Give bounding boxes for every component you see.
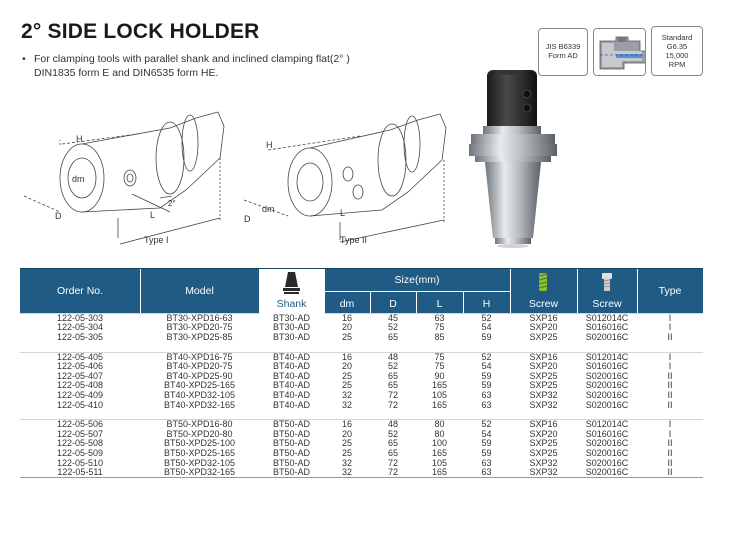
cell-shank: BT40-AD	[272, 400, 310, 410]
cell-d: 52	[387, 429, 398, 439]
cell-type: II	[667, 332, 673, 342]
cell-d: 65	[387, 332, 398, 342]
cell-order-no: 122-05-506	[20, 420, 140, 430]
badge-std-line-2: G6.35	[666, 42, 688, 51]
cell-screw-2: S020016C	[585, 371, 629, 381]
type-2-caption: Type II	[340, 235, 368, 245]
cell-dm: 25	[341, 448, 352, 458]
type-1-drawing	[20, 98, 245, 250]
cell-model: BT50-XPD16-80	[140, 420, 259, 430]
cell-shank: BT50-AD	[272, 458, 310, 468]
header-screw-2: Screw	[592, 298, 622, 310]
cell-screw-1: SXP20	[529, 361, 558, 372]
table-row	[20, 362, 703, 372]
cell-shank: BT40-AD	[272, 371, 310, 381]
table-bottom-rule	[20, 477, 703, 478]
table-row	[20, 371, 703, 381]
cell-model: BT30-XPD20-75	[166, 323, 233, 333]
cell-h: 59	[481, 371, 492, 381]
cell-type: I	[668, 429, 672, 439]
cell-type: I	[668, 361, 672, 372]
dim-label-h: H	[76, 134, 83, 144]
cell-h: 52	[463, 420, 510, 430]
cell-screw-2: S012014C	[577, 314, 637, 324]
group-separator	[20, 342, 703, 352]
dim-label-h: H	[266, 140, 273, 150]
cell-screw-1: SXP25	[529, 439, 558, 449]
header-shank: Shank	[276, 298, 307, 310]
cell-h: 54	[481, 429, 492, 439]
header-order-no: Order No.	[56, 285, 104, 297]
type-1-caption: Type I	[144, 235, 169, 245]
cell-model: BT50-XPD32-105	[163, 458, 236, 468]
cell-model: BT50-XPD32-165	[163, 467, 236, 478]
cell-order-no: 122-05-304	[56, 323, 104, 333]
cell-screw-1: SXP16	[510, 420, 577, 430]
header-dm: dm	[339, 298, 355, 310]
cell-l: 100	[431, 439, 448, 449]
cell-type: II	[667, 381, 673, 391]
type-2-drawing	[240, 98, 465, 250]
cell-h: 59	[481, 332, 492, 342]
cell-screw-1: SXP32	[529, 400, 558, 410]
cell-dm: 25	[341, 439, 352, 449]
cell-screw-1: SXP16	[510, 352, 577, 362]
cell-h: 63	[481, 390, 492, 400]
cell-shank: BT50-AD	[259, 420, 324, 430]
table-row	[20, 458, 703, 468]
dim-label-angle: 2°	[168, 199, 176, 208]
cell-order-no: 122-05-511	[57, 467, 103, 478]
cell-l: 75	[434, 361, 445, 372]
table-row	[20, 333, 703, 343]
table-row	[20, 468, 703, 478]
cell-shank: BT50-AD	[272, 439, 310, 449]
cell-order-no: 122-05-406	[56, 361, 104, 372]
cell-l: 85	[434, 332, 445, 342]
cell-shank: BT50-AD	[272, 448, 310, 458]
table-row	[20, 449, 703, 459]
cell-dm: 32	[341, 458, 352, 468]
cell-screw-2: S020016C	[585, 400, 629, 410]
cell-shank: BT40-AD	[272, 390, 310, 400]
cell-screw-1: SXP32	[529, 390, 558, 400]
cell-model: BT50-XPD25-100	[163, 439, 236, 449]
cell-h: 59	[481, 439, 492, 449]
cell-dm: 20	[341, 361, 352, 372]
group-separator	[20, 410, 703, 420]
cell-l: 80	[416, 420, 463, 430]
cell-model: BT40-XPD32-105	[163, 390, 236, 400]
cell-h: 52	[463, 314, 510, 324]
description	[22, 52, 382, 80]
table-row	[20, 429, 703, 439]
dim-label-d: D	[244, 214, 251, 224]
cell-d: 52	[387, 323, 398, 333]
table-row	[20, 323, 703, 333]
description-line-1: For clamping tools with parallel shank and inclined clamping flat(2° )	[34, 53, 350, 65]
cell-d: 52	[387, 361, 398, 372]
cell-d: 65	[387, 448, 398, 458]
cell-screw-2: S020016C	[585, 332, 629, 342]
cell-model: BT40-XPD25-165	[163, 381, 236, 391]
cell-type: II	[667, 439, 673, 449]
cell-model: BT50-XPD20-80	[166, 429, 233, 439]
cell-order-no: 122-05-509	[56, 448, 104, 458]
cell-shank: BT50-AD	[272, 467, 310, 478]
cell-screw-2: S016016C	[585, 323, 629, 333]
tool-holder-photo	[463, 70, 563, 248]
header-l: L	[436, 298, 443, 310]
cell-h: 59	[481, 381, 492, 391]
cell-l: 165	[431, 467, 448, 478]
cell-screw-2: S020016C	[585, 381, 629, 391]
cell-d: 48	[370, 352, 416, 362]
cell-shank: BT30-AD	[272, 323, 310, 333]
table-header	[20, 268, 703, 313]
header-type: Type	[658, 285, 682, 297]
shank-taper-icon	[283, 271, 300, 295]
table-row	[20, 352, 703, 362]
cell-order-no: 122-05-408	[56, 381, 104, 391]
cell-shank: BT40-AD	[272, 361, 310, 372]
cell-shank: BT50-AD	[272, 429, 310, 439]
screw-icon	[601, 272, 613, 292]
cell-model: BT50-XPD25-165	[163, 448, 236, 458]
cell-dm: 25	[341, 381, 352, 391]
table-body	[20, 313, 703, 477]
cell-screw-2: S012014C	[577, 420, 637, 430]
cell-screw-1: SXP25	[529, 332, 558, 342]
header-model: Model	[185, 285, 214, 297]
cell-dm: 16	[324, 314, 370, 324]
badge-std-line-4: RPM	[668, 60, 686, 69]
cell-order-no: 122-05-510	[56, 458, 104, 468]
cell-l: 80	[434, 429, 445, 439]
cell-type: II	[667, 400, 673, 410]
cell-screw-1: SXP25	[529, 448, 558, 458]
cell-order-no: 122-05-409	[56, 390, 104, 400]
table-row	[20, 314, 703, 324]
cell-type: II	[667, 448, 673, 458]
cell-dm: 25	[341, 371, 352, 381]
table-row	[20, 391, 703, 401]
cell-type: II	[667, 458, 673, 468]
cell-dm: 16	[324, 420, 370, 430]
cell-h: 63	[481, 400, 492, 410]
cell-d: 65	[387, 381, 398, 391]
cell-d: 72	[387, 458, 398, 468]
cell-d: 72	[387, 400, 398, 410]
badge-std-line-1: Standard	[661, 33, 693, 42]
cell-shank: BT30-AD	[272, 332, 310, 342]
cell-type: II	[667, 467, 673, 478]
cell-h: 63	[481, 467, 492, 478]
cell-h: 63	[481, 458, 492, 468]
flange-section-icon	[594, 29, 646, 76]
dim-label-dm: dm	[262, 204, 275, 214]
cell-l: 105	[431, 458, 448, 468]
badge-jis-line-1: JIS B6339	[545, 42, 581, 51]
cell-order-no: 122-05-410	[56, 400, 104, 410]
bullet: •	[22, 53, 26, 65]
cell-screw-2: S020016C	[585, 439, 629, 449]
header-screw-1: Screw	[528, 298, 559, 310]
cell-screw-1: SXP25	[529, 371, 558, 381]
cell-l: 75	[416, 352, 463, 362]
cell-order-no: 122-05-303	[20, 314, 140, 324]
header-size: Size(mm)	[394, 274, 440, 286]
product-table	[20, 268, 703, 478]
cell-d: 45	[370, 314, 416, 324]
cell-h: 59	[481, 448, 492, 458]
cell-d: 72	[387, 467, 398, 478]
cell-l: 105	[431, 390, 448, 400]
badge-jis-line-2: Form AD	[548, 51, 578, 60]
cell-d: 48	[370, 420, 416, 430]
description-line-2: DIN1835 form E and DIN6535 form HE.	[34, 67, 219, 79]
cell-screw-1: SXP25	[529, 381, 558, 391]
header-h: H	[482, 298, 491, 310]
dim-label-d: D	[55, 211, 62, 221]
cell-type: I	[668, 323, 672, 333]
table-row	[20, 381, 703, 391]
form-ad-illustration	[593, 28, 646, 76]
cell-h: 52	[463, 352, 510, 362]
cell-order-no: 122-05-407	[56, 371, 104, 381]
cell-dm: 16	[324, 352, 370, 362]
cell-l: 165	[431, 448, 448, 458]
cell-l: 165	[431, 400, 448, 410]
cell-l: 75	[434, 323, 445, 333]
cell-model: BT40-XPD25-90	[166, 371, 233, 381]
cell-order-no: 122-05-508	[56, 439, 104, 449]
screw-icon	[537, 272, 549, 292]
cell-screw-1: SXP32	[529, 467, 558, 478]
cell-type: I	[637, 420, 703, 430]
cell-l: 165	[431, 381, 448, 391]
cell-l: 63	[416, 314, 463, 324]
cell-d: 65	[387, 439, 398, 449]
dim-label-l: L	[150, 210, 156, 220]
cell-type: I	[637, 352, 703, 362]
cell-order-no: 122-05-305	[56, 332, 104, 342]
cell-screw-1: SXP20	[529, 429, 558, 439]
cell-order-no: 122-05-405	[20, 352, 140, 362]
cell-order-no: 122-05-507	[56, 429, 104, 439]
dim-label-dm: dm	[72, 174, 85, 184]
cell-screw-1: SXP20	[529, 323, 558, 333]
cell-shank: BT40-AD	[259, 352, 324, 362]
cell-model: BT40-XPD16-75	[140, 352, 259, 362]
standard-rpm-badge	[651, 26, 703, 76]
cell-h: 54	[481, 361, 492, 372]
cell-h: 54	[481, 323, 492, 333]
header-d: D	[389, 298, 397, 310]
cell-d: 72	[387, 390, 398, 400]
cell-shank: BT40-AD	[272, 381, 310, 391]
cell-model: BT30-XPD16-63	[140, 314, 259, 324]
cell-dm: 32	[341, 400, 352, 410]
badge-std-line-3: 15,000	[665, 51, 689, 60]
cell-type: II	[667, 390, 673, 400]
cell-screw-2: S016016C	[585, 429, 629, 439]
cell-dm: 32	[341, 467, 352, 478]
cell-model: BT30-XPD25-85	[166, 332, 233, 342]
cell-type: I	[637, 314, 703, 324]
cell-screw-2: S020016C	[585, 448, 629, 458]
cell-screw-2: S020016C	[585, 390, 629, 400]
cell-screw-2: S020016C	[585, 458, 629, 468]
cell-model: BT40-XPD32-165	[163, 400, 236, 410]
cell-type: II	[667, 371, 673, 381]
page-title: 2° SIDE LOCK HOLDER	[21, 20, 260, 43]
table-row	[20, 400, 703, 410]
table-row	[20, 420, 703, 430]
cell-dm: 25	[341, 332, 352, 342]
cell-model: BT40-XPD20-75	[166, 361, 233, 372]
cell-l: 90	[434, 371, 445, 381]
cell-screw-2: S016016C	[585, 361, 629, 372]
cell-screw-2: S020016C	[585, 467, 629, 478]
table-row	[20, 439, 703, 449]
cell-dm: 20	[341, 429, 352, 439]
cell-screw-1: SXP16	[510, 314, 577, 324]
dim-label-l: L	[340, 208, 346, 218]
cell-screw-1: SXP32	[529, 458, 558, 468]
cell-dm: 32	[341, 390, 352, 400]
cell-screw-2: S012014C	[577, 352, 637, 362]
cell-d: 65	[387, 371, 398, 381]
jis-standard-badge	[538, 28, 588, 76]
cell-dm: 20	[341, 323, 352, 333]
cell-shank: BT30-AD	[259, 314, 324, 324]
